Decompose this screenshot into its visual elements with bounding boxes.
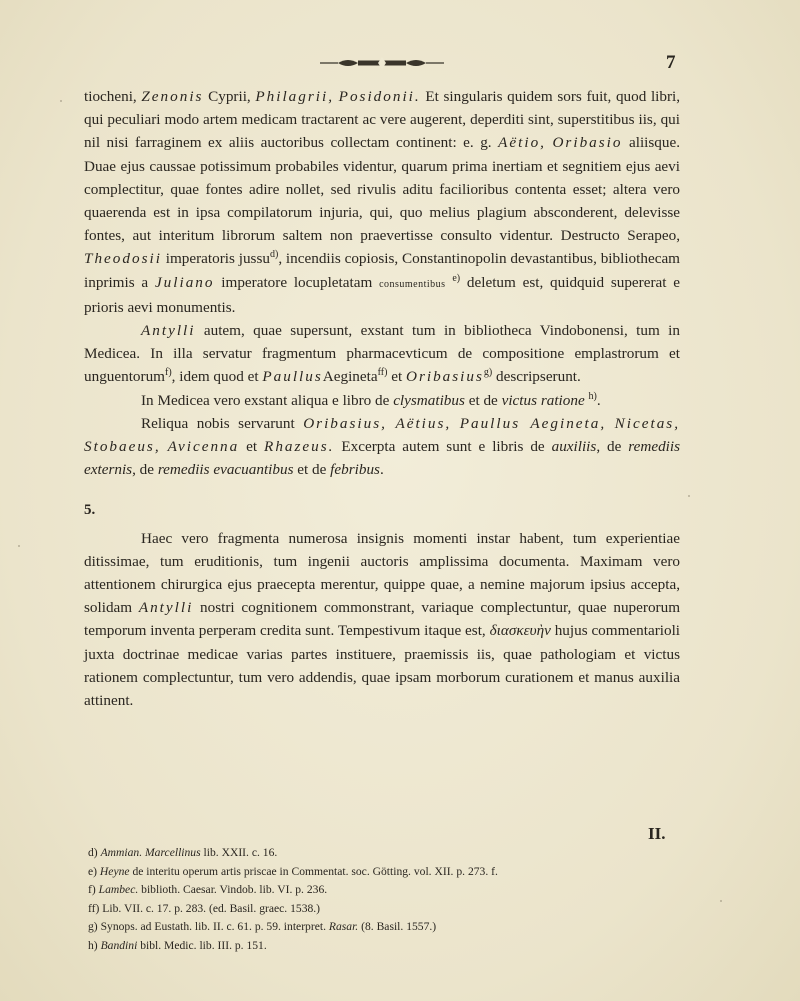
footnote-ref: f): [165, 367, 172, 379]
paper-speck: [18, 545, 20, 547]
footnotes: [88, 844, 668, 956]
footnote: e) Heyne de interitu operum artis priscae in Commentat. soc. Götting. vol. XII. p. 273. f.: [88, 864, 498, 878]
footnote-ref: h): [588, 390, 597, 402]
section-number: 5.: [84, 502, 96, 519]
paper-speck: [60, 100, 62, 102]
paper-speck: [720, 900, 722, 902]
page-number: 7: [666, 52, 676, 73]
paragraph: Antylli autem, quae supersunt, exstant tum in bibliotheca Vindobonensi, tum in Medicea. In illa servatur fragmentum pharmacevticum de compositione emplastrorum et unguentorum$^{f)}$, idem quod et PaullusAegineta$^{ff)}$ et Oribasius$^{g)}$ descripserunt.: [84, 322, 680, 386]
body-text: [84, 85, 680, 712]
footnote-ref: g): [483, 367, 493, 379]
footnote-ref: d): [269, 249, 279, 261]
footnote: g) Synops. ad Eustath. lib. II. c. 61. p. 59. interpret. Rasar. (8. Basil. 1557.): [88, 920, 437, 934]
footnote-ref: e): [452, 272, 461, 284]
footnote: f) Lambec. biblioth. Caesar. Vindob. lib. VI. p. 236.: [88, 883, 328, 897]
footnote: h) Bandini bibl. Medic. lib. III. p. 151.: [88, 938, 267, 952]
paragraph: tiocheni, Zenonis Cyprii, Philagrii, Posidonii. Et singularis quidem sors fuit, quod libri, qui peculiari modo artem medicam tractarent ac vere augerent, deperditi sint, superstitibus iis, qui nil nisi farraginem ex aliis auctoribus collectam continent: e. g. Aëtio, Oribasio aliisque. Duae ejus caussae potissimum probabiles videntur, quarum prima inertiam et segnitiem ejus aevi complectitur, quae fontes adire nollet, sed rivulis aditu facilioribus contenta esset; altera vero quaerenda est in ipsa compilatorum injuria, qui, quo melius plagium absconderent, delevisse fontes, aut interitum librorum saltem non praevertisse consulto videntur. Destructo Serapeo, Theodosii imperatoris jussu$^{d)}$, incendiis copiosis, Constantinopolin devastantibus, bibliothecam inprimis a Juliano imperatore locupletatam consumentibus $^{e)}$ deletum est, quidquid supererat e prioris aevi monumentis.: [84, 88, 681, 316]
paper-speck: [688, 495, 690, 497]
name-zenonis: Zenonis: [141, 88, 204, 105]
paragraph: In Medicea vero exstant aliqua e libro de clysmatibus et de victus ratione $^{h)}$.: [141, 390, 601, 409]
footnote-ref: ff): [377, 367, 388, 379]
footnote: d) Ammian. Marcellinus lib. XXII. c. 16.: [88, 846, 278, 859]
paragraph: Haec vero fragmenta numerosa insignis momenti instar habent, tum experientiae ditissimae, tum eruditionis, tum ingenii auctoris amplissima documenta. Maximam vero attentionem chirurgica ejus praecepta merentur, quippe quae, a nemine majorum ipsius accepta, solidam Antylli nostri cognitionem commonstrant, variaque complectuntur, quae nuperorum temporum inventa perperam credita sunt. Tempestivum itaque est, διασκευὴν hujus commentarioli juxta doctrinae medicae varias partes instituere, praemissis iis, quae pathologiam et victus rationem complectuntur, tum vero addendis, quae ipsam morborum curationem et manus auxilia attinent.: [84, 529, 681, 710]
catchword: II.: [648, 824, 666, 843]
ornament-rule-icon: [318, 55, 446, 71]
paragraph: Reliqua nobis servarunt Oribasius, Aëtius, Paullus Aegineta, Nicetas, Stobaeus, Avicenna et Rhazeus. Excerpta autem sunt e libris de auxiliis, de remediis externis, de remediis evacuantibus et de febribus.: [84, 414, 681, 479]
greek-word: διασκευὴν: [489, 622, 551, 640]
footnote: ff) Lib. VII. c. 17. p. 283. (ed. Basil. graec. 1538.): [88, 901, 321, 915]
